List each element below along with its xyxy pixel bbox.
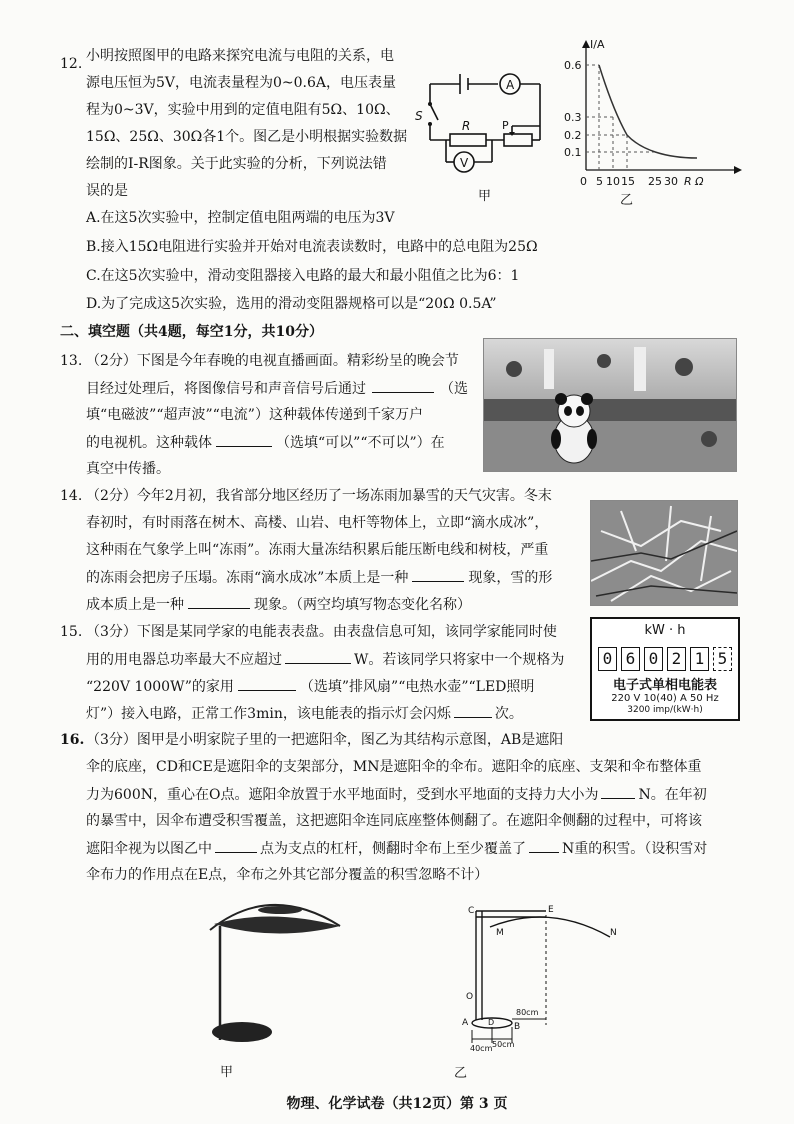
meter-digit: 2: [667, 647, 686, 671]
resistor-label: R: [462, 119, 471, 133]
q14-number: 14.: [60, 488, 83, 504]
y-tick-label: 0.3: [564, 111, 582, 124]
ir-graph: [556, 34, 756, 210]
q15-line: 用的用电器总功率最大不应超过 W。若该同学只将家中一个规格为: [86, 649, 564, 670]
meter-title: 电子式单相电能表: [612, 678, 717, 693]
umbrella-structure-diagram: [430, 895, 630, 1080]
graph-caption: 乙: [620, 193, 634, 208]
meter-digit: 0: [644, 647, 663, 671]
x-tick-label: 25: [648, 175, 662, 188]
meter-spec: 220 V 10(40) A 50 Hz: [611, 693, 719, 704]
q14-line: 这种雨在气象学上叫“冻雨”。冻雨大量冻结积累后能压断电线和树枝，严重: [86, 542, 549, 558]
q12-line: 绘制的I-R图象。关于此实验的分析，下列说法错: [86, 156, 387, 172]
x-tick-label: 10: [606, 175, 620, 188]
q15-number: 15.: [60, 624, 83, 640]
q12-line: 程为0~3V，实验中用到的定值电阻有5Ω、10Ω、: [86, 102, 400, 118]
page-footer: 物理、化学试卷（共12页）第 3 页: [286, 1096, 508, 1112]
x-axis-label: R Ω: [684, 175, 704, 188]
q12-line: 小明按照图甲的电路来探究电流与电阻的关系，电: [86, 48, 394, 64]
x-tick-label: 5: [596, 175, 603, 188]
meter-digit: 6: [621, 647, 640, 671]
answer-blank[interactable]: [372, 378, 434, 393]
ir-curve: [599, 65, 697, 158]
q13-line: 真空中传播。: [86, 461, 170, 477]
q12-option: D.为了完成这5次实验，选用的滑动变阻器规格可以是“20Ω 0.5A”: [86, 296, 497, 312]
answer-blank[interactable]: [215, 838, 257, 853]
q16-line: 伞的底座，CD和CE是遮阳伞的支架部分，MN是遮阳伞的伞布。遮阳伞的底座、支架和伞布整体重: [86, 759, 702, 775]
q16-line: 力为600N，重心在O点。遮阳伞放置于水平地面时，受到水平地面的支持力大小为 N。在年初: [86, 784, 707, 805]
y-tick-label: 0.1: [564, 146, 582, 159]
circuit-diagram: [412, 62, 552, 202]
label-b: B: [514, 1022, 521, 1032]
q12-option: B.接入15Ω电阻进行实验并开始对电流表读数时，电路中的总电阻为25Ω: [86, 239, 538, 255]
meter-unit: kW · h: [644, 623, 686, 638]
answer-blank[interactable]: [188, 594, 250, 609]
tv-broadcast-photo: [483, 338, 737, 472]
dim-50: 50cm: [492, 1040, 515, 1049]
q15-line: （3分）下图是某同学家的电能表表盘。由表盘信息可知，该同学家能同时使: [86, 624, 557, 640]
y-tick-label: 0.2: [564, 129, 582, 142]
q13-number: 13.: [60, 353, 83, 369]
q13-line: 目经过处理后，将图像信号和声音信号后通过 （选: [86, 378, 468, 399]
x-tick-label: 0: [580, 175, 587, 188]
q14-line: （2分）今年2月初，我省部分地区经历了一场冻雨加暴雪的天气灾害。冬末: [86, 488, 552, 504]
y-axis-label: I/A: [590, 38, 605, 51]
q14-line: 的冻雨会把房子压塌。冻雨“滴水成冰”本质上是一种 现象，雪的形: [86, 567, 552, 588]
umbrella-caption: 甲: [220, 1065, 234, 1080]
q15-line: “220V 1000W”的家用 （选填”排风扇”“电热水壶”“LED照明: [86, 676, 534, 697]
meter-imp: 3200 imp/(kW·h): [627, 705, 703, 715]
structure-caption: 乙: [454, 1066, 468, 1080]
x-tick-label: 30: [664, 175, 678, 188]
answer-blank[interactable]: [285, 649, 351, 664]
q13-line: 的电视机。这种载体 （选填“可以”“不可以”）在: [86, 432, 445, 453]
meter-digit: 0: [598, 647, 617, 671]
switch-label: S: [415, 109, 423, 123]
label-n: N: [610, 928, 617, 938]
q16-line: 的暴雪中，因伞布遭受积雪覆盖，这把遮阳伞连同底座整体侧翻了。在遮阳伞侧翻的过程中，可将该: [86, 813, 702, 829]
frozen-rain-photo: [590, 500, 738, 606]
q12-option: A.在这5次实验中，控制定值电阻两端的电压为3V: [86, 210, 395, 226]
y-tick-label: 0.6: [564, 59, 582, 72]
meter-digit: 1: [690, 647, 709, 671]
answer-blank[interactable]: [601, 784, 635, 799]
q14-line: 成本质上是一种 现象。（两空均填写物态变化名称）: [86, 594, 471, 615]
answer-blank[interactable]: [412, 567, 464, 582]
answer-blank[interactable]: [216, 432, 272, 447]
q15-line: 灯”）接入电路，正常工作3min，该电能表的指示灯会闪烁 次。: [86, 703, 523, 724]
q13-line: （2分）下图是今年春晚的电视直播画面。精彩纷呈的晚会节: [86, 353, 459, 369]
q16-line: （3分）图甲是小明家院子里的一把遮阳伞，图乙为其结构示意图，AB是遮阳: [86, 732, 564, 748]
ammeter-label: A: [506, 78, 515, 92]
circuit-caption: 甲: [478, 189, 492, 202]
label-e: E: [548, 905, 554, 915]
answer-blank[interactable]: [454, 703, 492, 718]
meter-digit: 5: [713, 647, 732, 671]
label-a: A: [462, 1018, 469, 1028]
answer-blank[interactable]: [238, 676, 296, 691]
q13-line: 填“电磁波”“超声波”“电流”）这种载体传递到千家万户: [86, 407, 423, 423]
answer-blank[interactable]: [529, 838, 559, 853]
dim-80: 80cm: [516, 1008, 539, 1017]
label-m: M: [496, 928, 504, 938]
slider-label: P: [502, 119, 509, 132]
voltmeter-label: V: [460, 156, 469, 170]
q16-line: 遮阳伞视为以图乙中 点为支点的杠杆，侧翻时伞布上至少覆盖了 N重的积雪。（设积雪对: [86, 838, 707, 859]
q16-line: 伞布力的作用点在E点，伞布之外其它部分覆盖的积雪忽略不计）: [86, 867, 489, 883]
label-d: D: [488, 1018, 495, 1027]
q16-number: 16.: [60, 732, 85, 748]
q12-line: 15Ω、25Ω、30Ω各1个。图乙是小明根据实验数据: [86, 129, 408, 145]
q12-line: 误的是: [86, 183, 128, 199]
q12-number: 12.: [60, 56, 83, 72]
umbrella-figure: [200, 890, 350, 1080]
x-tick-label: 15: [621, 175, 635, 188]
section-heading: 二、填空题（共4题，每空1分，共10分）: [60, 324, 323, 340]
dim-40: 40cm: [470, 1044, 493, 1053]
electricity-meter: [590, 617, 740, 721]
q14-line: 春初时，有时雨落在树木、高楼、山岩、电杆等物体上，立即“滴水成冰”，: [86, 515, 549, 531]
label-c: C: [468, 906, 475, 916]
label-o: O: [466, 992, 474, 1002]
q12-line: 源电压恒为5V，电流表量程为0~0.6A，电压表量: [86, 75, 397, 91]
q12-option: C.在这5次实验中，滑动变阻器接入电路的最大和最小阻值之比为6：1: [86, 268, 520, 284]
